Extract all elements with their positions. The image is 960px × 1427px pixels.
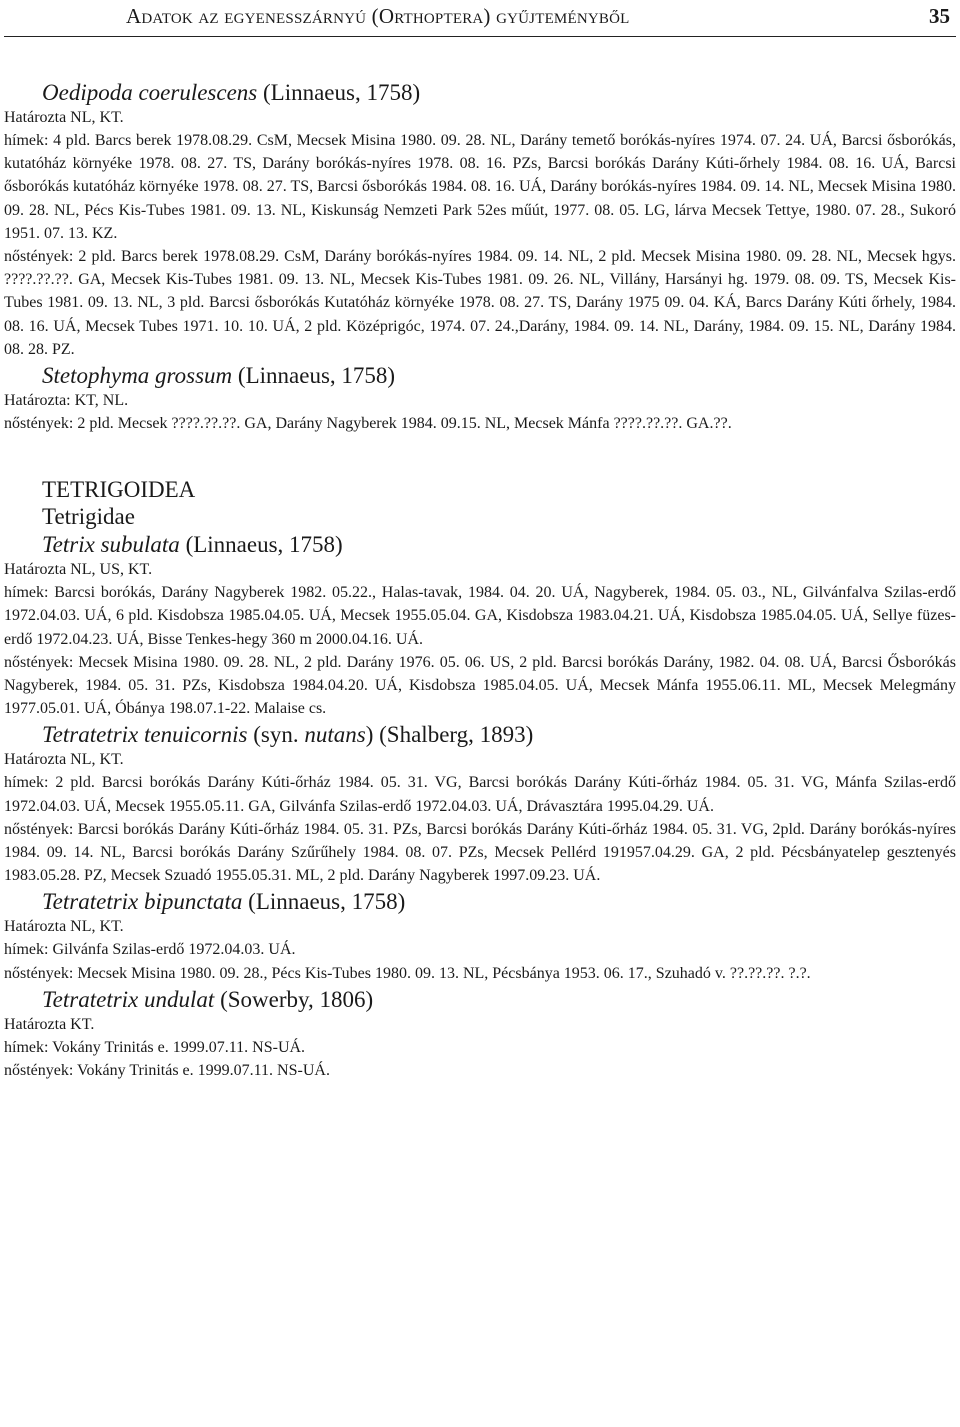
species-name: Stetophyma grossum	[42, 363, 233, 389]
determined-by: Határozta NL, KT.	[4, 109, 124, 126]
record-paragraph: hímek: 2 pld. Barcsi borókás Darány Kúti-őrház 1984. 05. 31. VG, Barcsi borókás Darány Kúti-őrház 1984. 05. 31. VG, Mánfa Szilas-erdő 1972.04.03. UÁ, Mecsek 1955.05.11. GA, Gilvánfa Szilas-erdő 1972.04.03. UÁ, Drávasztára 1995.04.29. UÁ.	[4, 774, 956, 815]
species-name: Tetratetrix tenuicornis	[42, 722, 248, 748]
page-number: 35	[929, 4, 950, 28]
species-heading	[4, 363, 956, 389]
determined-by: Határozta NL, US, KT.	[4, 561, 153, 579]
species-author: (Sowerby, 1806)	[214, 986, 374, 1012]
determined-by: Határozta KT.	[4, 1015, 95, 1033]
species-author: (Linnaeus, 1758)	[232, 363, 396, 389]
record-paragraph: hímek: 4 pld. Barcs berek 1978.08.29. CsM, Mecsek Misina 1980. 09. 28. NL, Darány temető borókás-nyíres 1974. 07. 24. UÁ, Barcsi ősborókás, kutatóház környéke 1978. 08. 27. TS, Darány borókás-nyíres 1978. 08. 16. PZs, Barcsi borókás Darány Kúti-őrhely 1984. 08. 16. UÁ, Barcsi ősborókás kutatóház környéke 1978. 08. 27. TS, Barcsi ősborókás 1984. 08. 16. UÁ, Darány borókás-nyíres 1984. 09. 14. NL, Mecsek Misina 1980. 09. 28. NL, Pécs Kis-Tubes 1981. 09. 13. NL, Kiskunság Nemzeti Park 52es műút, 1977. 08. 05. LG, lárva Mecsek Tettye, 1980. 07. 28., Sukoró 1951. 07. 13. KZ.	[4, 132, 956, 242]
species-heading	[4, 80, 956, 106]
record-paragraph: nőstények: Barcsi borókás Darány Kúti-őrház 1984. 05. 31. PZs, Barcsi borókás Darány Kúti-őrház 1984. 05. 31. VG, 2pld. Darány borókás-nyíres 1984. 09. 14. NL, Barcsi borókás Darány Szűrűhely 1984. 08. 07. PZs, Mecsek Pellérd 191957.04.29. GA, 2 pld. Pécsbányatelep gesztenyés 1983.05.28. PZ, Mecsek Szuadó 1955.05.31. ML, 2 pld. Darány Nagyberek 1997.09.23. UÁ.	[4, 820, 956, 885]
species-name: Tetrix subulata	[42, 532, 180, 558]
species-author: (Linnaeus, 1758)	[257, 80, 421, 105]
determined-by: Határozta NL, KT.	[4, 751, 124, 769]
species-name: Tetratetrix undulat	[42, 986, 215, 1012]
species-synonym: nutans	[304, 722, 366, 748]
species-author: (Linnaeus, 1758)	[242, 889, 406, 915]
record-paragraph: nőstények: Mecsek Misina 1980. 09. 28., Pécs Kis-Tubes 1980. 09. 13. NL, Pécsbánya 1953. 06. 17., Szuhadó v. ??.??.??. ?.?.	[4, 964, 811, 982]
family-heading: Tetrigidae	[42, 504, 135, 530]
record-paragraph: nőstények: 2 pld. Mecsek ????.??.??. GA, Darány Nagyberek 1984. 09.15. NL, Mecsek Mánfa ????.??.??. GA.??.	[4, 415, 732, 433]
species-author: (Linnaeus, 1758)	[179, 532, 343, 558]
species-author: ) (Shalberg, 1893)	[365, 722, 534, 748]
superfamily-heading: TETRIGOIDEA	[42, 477, 196, 503]
running-title: Adatok az egyenesszárnyú (Orthoptera) gyűjteményből	[126, 4, 630, 28]
species-name: Tetratetrix bipunctata	[42, 889, 243, 915]
running-header	[4, 2, 956, 37]
species-heading	[4, 987, 956, 1013]
record-paragraph: nőstények: Mecsek Misina 1980. 09. 28. NL, 2 pld. Darány 1976. 05. 06. US, 2 pld. Barcsi borókás Darány, 1982. 04. 08. UÁ, Barcsi Ősborókás Nagyberek, 1984. 05. 31. PZs, Kisdobsza 1984.04.20. UÁ, Kisdobsza 1985.04.05. UÁ, Mecsek Mánfa 1955.06.11. ML, Mecsek Melegmány 1977.05.01. UÁ, Óbánya 198.07.1-22. Malaise cs.	[4, 653, 956, 718]
record-paragraph: hímek: Vokány Trinitás e. 1999.07.11. NS-UÁ.	[4, 1038, 306, 1056]
section-gap	[4, 435, 956, 476]
record-paragraph: hímek: Gilvánfa Szilas-erdő 1972.04.03. UÁ.	[4, 941, 296, 959]
record-paragraph: hímek: Barcsi borókás, Darány Nagyberek 1982. 05.22., Halas-tavak, 1984. 04. 20. UÁ, Nagyberek, 1984. 05. 03., NL, Gilvánfalva Szilas-erdő 1972.04.03. UÁ, 6 pld. Kisdobsza 1985.04.05. UÁ, Mecsek 1955.05.04. GA, Kisdobsza 1983.04.21. UÁ, Kisdobsza 1985.04.05. UÁ, Sellye füzes-erdő 1972.04.23. UÁ, Bisse Tenkes-hegy 360 m 2000.04.16. UÁ.	[4, 584, 956, 648]
determined-by: Határozta NL, KT.	[4, 918, 124, 936]
article-body	[4, 78, 956, 1082]
record-paragraph: nőstények: 2 pld. Barcs berek 1978.08.29. CsM, Darány borókás-nyíres 1984. 09. 14. NL, 2 pld. Mecsek Misina 1980. 09. 28. NL, Mecsek hgys. ????.??.??. GA, Mecsek Kis-Tubes 1981. 09. 13. NL, Mecsek Kis-Tubes 1981. 09. 26. NL, Villány, Harsányi hg. 1979. 08. 09. TS, Mecsek Kis-Tubes 1981. 09. 13. NL, 3 pld. Barcsi ősborókás Kutatóház környéke 1978. 08. 27. TS, Darány 1975 09. 04. KÁ, Barcs Darány Kúti őrhely, 1984. 08. 16. UÁ, Mecsek Tubes 1971. 10. 10. UÁ, 2 pld. Középrigóc, 1974. 07. 24.,Darány, 1984. 09. 14. NL, Darány, 1984. 09. 15. NL, Darány 1984. 08. 28. PZ.	[4, 248, 956, 358]
species-heading	[4, 722, 956, 748]
species-name: Oedipoda coerulescens	[42, 80, 258, 105]
species-heading	[4, 532, 956, 558]
species-syn-prefix: (syn.	[247, 722, 305, 748]
species-heading	[4, 889, 956, 915]
record-paragraph: nőstények: Vokány Trinitás e. 1999.07.11. NS-UÁ.	[4, 1062, 330, 1080]
determined-by: Határozta: KT, NL.	[4, 392, 129, 410]
